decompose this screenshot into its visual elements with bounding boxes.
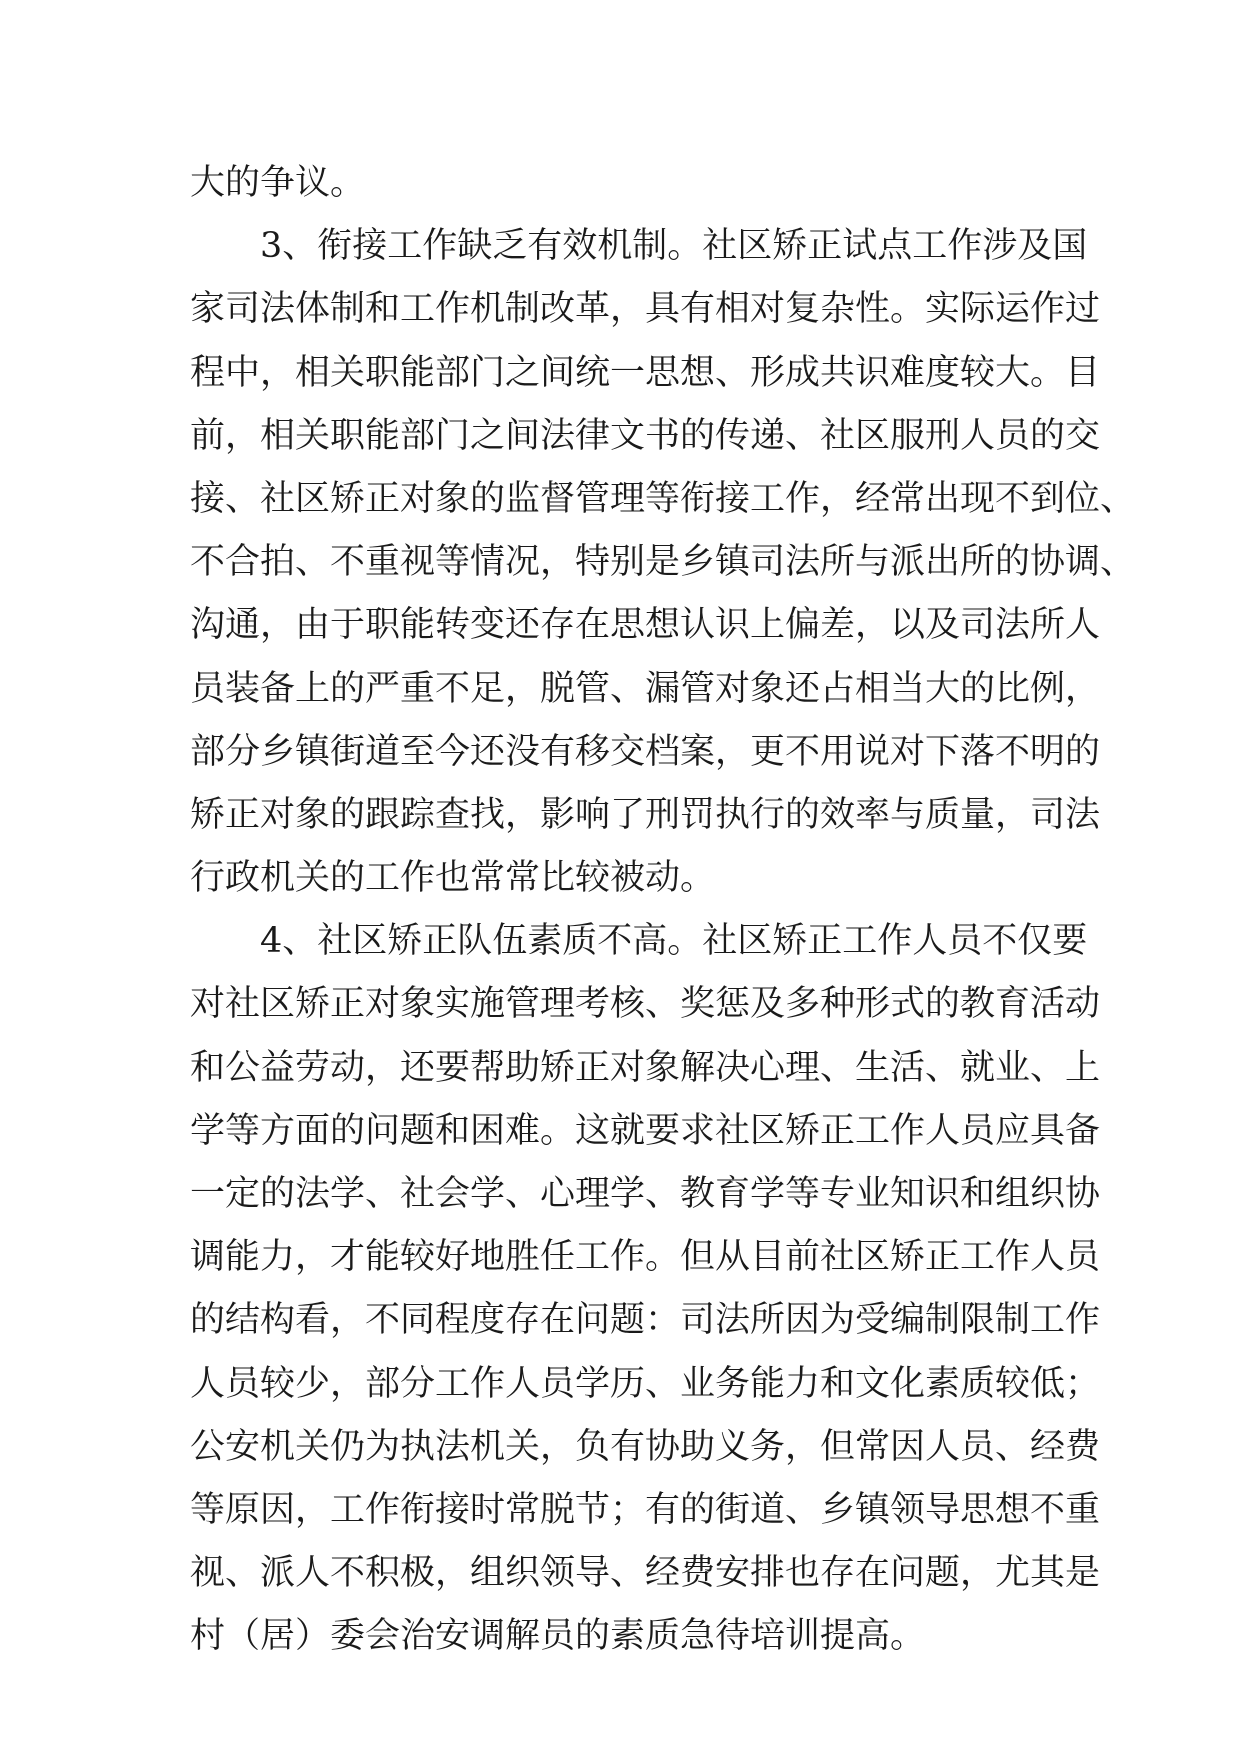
paragraph-3-heading-line: 3、衔接工作缺乏有效机制。社区矫正试点工作涉及国: [260, 226, 1088, 267]
text-line: 前，相关职能部门之间法律文书的传递、社区服刑人员的交: [190, 415, 1101, 456]
text-line: 大的争议。: [190, 163, 366, 203]
text-line: 人员较少，部分工作人员学历、业务能力和文化素质较低；: [190, 1363, 1101, 1404]
paragraph-4-heading-line: 4、社区矫正队伍素质不高。社区矫正工作人员不仅要: [260, 921, 1088, 962]
text-line: 程中，相关职能部门之间统一思想、形成共识难度较大。目: [190, 352, 1101, 393]
text-line: 视、派人不积极，组织领导、经费安排也存在问题，尤其是: [190, 1553, 1101, 1594]
text-line: 调能力，才能较好地胜任工作。但从目前社区矫正工作人员: [190, 1237, 1101, 1278]
text-line: 员装备上的严重不足，脱管、漏管对象还占相当大的比例，: [190, 668, 1101, 709]
text-line: 部分乡镇街道至今还没有移交档案，更不用说对下落不明的: [190, 731, 1101, 772]
text-line: 学等方面的问题和困难。这就要求社区矫正工作人员应具备: [190, 1110, 1101, 1151]
text-line: 对社区矫正对象实施管理考核、奖惩及多种形式的教育活动: [190, 984, 1101, 1025]
text-line: 沟通，由于职能转变还存在思想认识上偏差，以及司法所人: [190, 605, 1101, 646]
text-line: 矫正对象的跟踪查找，影响了刑罚执行的效率与质量，司法: [190, 794, 1101, 835]
text-line: 公安机关仍为执法机关，负有协助义务，但常因人员、经费: [190, 1426, 1101, 1467]
text-line: 一定的法学、社会学、心理学、教育学等专业知识和组织协: [190, 1174, 1101, 1214]
text-line: 和公益劳动，还要帮助矫正对象解决心理、生活、就业、上: [190, 1047, 1101, 1088]
body-text: [190, 152, 1136, 1669]
text-line: 不合拍、不重视等情况，特别是乡镇司法所与派出所的协调、: [190, 542, 1136, 583]
text-line: 等原因，工作衔接时常脱节；有的街道、乡镇领导思想不重: [190, 1489, 1101, 1530]
text-line: 家司法体制和工作机制改革，具有相对复杂性。实际运作过: [190, 289, 1101, 330]
text-line: 村（居）委会治安调解员的素质急待培训提高。: [190, 1616, 926, 1657]
text-line: 行政机关的工作也常常比较被动。: [190, 858, 716, 899]
text-line: 的结构看，不同程度存在问题：司法所因为受编制限制工作: [190, 1300, 1101, 1341]
text-line: 接、社区矫正对象的监督管理等衔接工作，经常出现不到位、: [190, 478, 1136, 519]
